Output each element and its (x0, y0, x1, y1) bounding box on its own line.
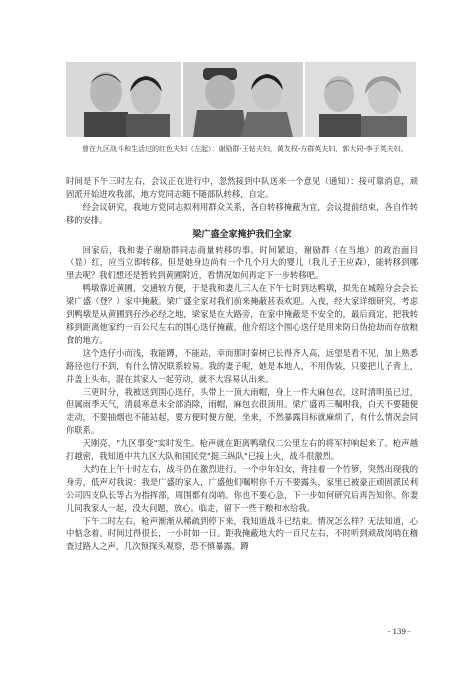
paragraph: 三更时分，我被送到围心迭仔，头带上一顶大雨帽，身上一件大麻包衣，这时清明虽已过，但属雨季天气，清晨寒意未全部消除，雨帽，麻包衣很顶用。梁广盛再三嘱咐我，白天不要随便走动，不要抽烟也不能站起，要方便时便方便，坐来，不然暴露目标就麻烦了，有什么情况会同你联系。 (66, 386, 418, 436)
photo-strip (66, 62, 416, 137)
paragraph: 时间是下午三时左右，会议正在进行中，忽然接到中队送来一个意见（通知）：接可靠消息，顽固派开始进攻我部，地方党同志随不随部队转移，自定。 (66, 176, 418, 199)
section-title: 梁广盛全家掩护我们全家 (192, 229, 292, 240)
photo-caption: 曾在九区战斗和生活过的红色夫妇（左起）：谢励群-王钻夫妇，黄友权-方群英夫妇，郭大同-李子英夫妇。 (82, 145, 408, 153)
page-number: - 139 - (388, 628, 411, 636)
paragraph: 天刚亮，"九区事变"实时发生。枪声就在距离鸭墩仅二公里左右的将军村响起来了。枪声越打越密，我知道中共九区大队和国民党"挺三纵队"已接上火，战斗很激烈。 (66, 438, 418, 462)
paragraph: 鸭墩靠近黄圃，交通较方便，于是我和妻儿三人在下午七时到达鸭墩，拟先在城隍分会会长梁广盛（登？）家中掩蔽。梁广盛全家对我们前来掩蔽甚表欢迎。入夜，经大家详细研究，考虑到鸭墩是从黄圃到孖沙必经之地，梁家是在大路旁，在家中掩蔽是不安全的，最后商定，把我转移到距离他家约一百公尺左右的围心迭仔掩蔽，他介绍这个围心迭仔是用来防日伪抢劫而存放粮食的地方。 (66, 283, 418, 345)
paragraph: 经会议研究，我地方党同志拟利用群众关系，各自转移掩蔽为宜，会议提前结束，各自作转移的安排。 (66, 201, 418, 225)
photo-couple-2 (183, 62, 303, 137)
paragraph: 大约在上午十时左右，战斗仍在激烈进行。一个中年妇女，背挂着一个竹箩，突然出现我的身旁，低声对我说：我是广盛的家人，广盛他们嘱咐你千万不要露头，家里已被豪正顽固派民利公司四支队长等占为指挥部，周围都有岗哨。你也不要心急，下一步如何研究后再告知你。你妻儿同我家人一起，没大问题，放心。临走，留下一些干粮和水给我。 (66, 463, 418, 513)
photo-couple-3 (305, 62, 416, 137)
paragraph: 这个迭仔小而浅，我能蹲，不能站，幸而那时秦树已长得齐人高，远望是看不见，加上熟悉路径也行不到，有什么情况联系较易。我的妻子呢，她是本地人，不用伪装，只要把儿子背上，并盖上头布，混在其家人一起劳动，就不大容易认出来。 (66, 347, 418, 384)
paragraph: 下午二时左右，枪声渐渐从稀疏到停下来，我知道战斗已结束。情况怎么样？无法知道，心中惦念着。时间过得很长，一小时如一日。距我掩蔽地大约一百尺左右，不时听到顽敌岗哨在稽查过路人之声，几次预探头观察，恐不慎暴露。蹲 (66, 515, 418, 552)
article-body (66, 175, 418, 553)
photo-couple-1 (66, 62, 181, 137)
paragraph: 回家后，我和妻子谢励群同志商量转移的事。时间紧迫，谢励群（在当地）的政治面目（显）红，应当立即转移。但是她身边尚有一个几个月大的婴儿（我儿子王应森），能转移到哪里去呢？我们想还是暂转到黄圃附近，看情况如何再定下一步转移吧。 (66, 244, 418, 281)
